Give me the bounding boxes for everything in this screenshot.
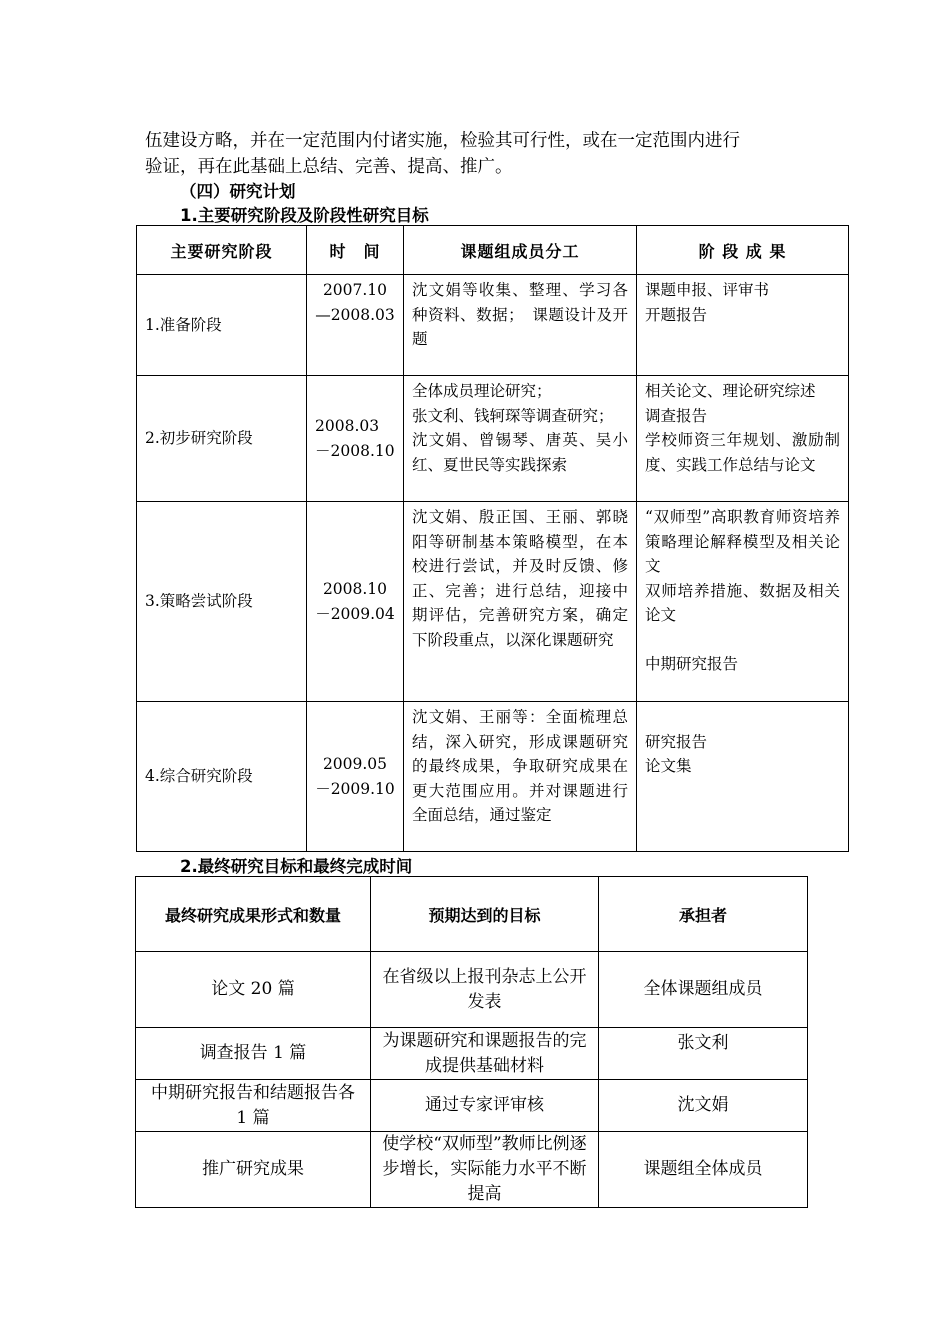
- goal-cell: 通过专家评审核: [371, 1080, 599, 1132]
- research-stage-table: [136, 225, 849, 852]
- goal-cell: 在省级以上报刊杂志上公开发表: [371, 952, 599, 1028]
- time-end: —2008.03: [315, 305, 395, 324]
- table-row: [137, 376, 849, 502]
- work-line: 张文利、钱轲琛等调查研究；: [412, 406, 614, 425]
- table-row: [137, 275, 849, 376]
- form-cell: 推广研究成果: [136, 1132, 371, 1208]
- blank-line: [645, 705, 840, 730]
- col-header-goal: 预期达到的目标: [371, 877, 599, 952]
- stage-cell: 4.综合研究阶段: [137, 702, 307, 852]
- work-cell: 沈文娟等收集、整理、学习各种资料、数据； 课题设计及开题: [404, 275, 637, 376]
- form-cell: 中期研究报告和结题报告各 1 篇: [136, 1080, 371, 1132]
- subsection2-title: 2.最终研究目标和最终完成时间: [180, 857, 413, 876]
- results-cell: [637, 702, 849, 852]
- work-cell: 沈文娟、王丽等：全面梳理总结，深入研究，形成课题研究的最终成果，争取研究成果在更大范围应用。并对课题进行全面总结，通过鉴定: [404, 702, 637, 852]
- col-header-time: 时 间: [307, 226, 404, 275]
- time-start: 2009.05: [322, 755, 388, 773]
- result-line: 调查报告: [645, 406, 708, 425]
- result-line: 学校师资三年规划、激励制度、实践工作总结与论文: [645, 431, 840, 474]
- intro-line: 验证，再在此基础上总结、完善、提高、推广。: [145, 157, 513, 177]
- time-end: －2009.10: [315, 779, 395, 798]
- work-line: 全体成员理论研究；: [412, 382, 552, 400]
- table-header-row: [137, 226, 849, 275]
- time-start: 2007.10: [322, 281, 388, 299]
- results-cell: [637, 275, 849, 376]
- owner-cell: 张文利: [599, 1028, 808, 1080]
- result-line: 中期研究报告: [645, 655, 739, 673]
- final-goal-table: [135, 876, 808, 1208]
- table-row: [136, 1028, 808, 1080]
- table-row: [136, 1132, 808, 1208]
- result-line: 双师培养措施、数据及相关论文: [645, 581, 840, 624]
- col-header-work: 课题组成员分工: [404, 226, 637, 275]
- time-cell: [307, 702, 404, 852]
- owner-cell: 课题组全体成员: [599, 1132, 808, 1208]
- time-start: 2008.03: [315, 417, 380, 435]
- col-header-form: 最终研究成果形式和数量: [136, 877, 371, 952]
- result-line: “双师型”高职教育师资培养策略理论解释模型及相关论文: [645, 508, 840, 575]
- time-end: －2008.10: [315, 441, 395, 460]
- col-header-owner: 承担者: [599, 877, 808, 952]
- owner-cell: 全体课题组成员: [599, 952, 808, 1028]
- result-line: 开题报告: [645, 305, 708, 324]
- time-start: 2008.10: [322, 580, 388, 598]
- subsection1-title: 1.主要研究阶段及阶段性研究目标: [180, 206, 429, 225]
- time-cell: [307, 502, 404, 702]
- table-row: [136, 952, 808, 1028]
- stage-cell: 3.策略尝试阶段: [137, 502, 307, 702]
- col-header-stage: 主要研究阶段: [137, 226, 307, 275]
- time-cell: [307, 275, 404, 376]
- result-line: 相关论文、理论研究综述: [645, 382, 816, 400]
- time-cell: [307, 376, 404, 502]
- table-header-row: [136, 877, 808, 952]
- intro-paragraph: [145, 128, 825, 180]
- stage-cell: 2.初步研究阶段: [137, 376, 307, 502]
- owner-cell: 沈文娟: [599, 1080, 808, 1132]
- goal-cell: 为课题研究和课题报告的完成提供基础材料: [371, 1028, 599, 1080]
- result-line: 论文集: [645, 757, 692, 775]
- form-cell: 调查报告 1 篇: [136, 1028, 371, 1080]
- stage-cell: 1.准备阶段: [137, 275, 307, 376]
- blank-line: [645, 628, 840, 653]
- result-line: 研究报告: [645, 732, 708, 751]
- table-row: [136, 1080, 808, 1132]
- table-row: [137, 502, 849, 702]
- work-cell: [404, 376, 637, 502]
- work-cell: 沈文娟、殷正国、王丽、郭晓阳等研制基本策略模型，在本校进行尝试，并及时反馈、修正、完善；进行总结，迎接中期评估，完善研究方案，确定下阶段重点，以深化课题研究: [404, 502, 637, 702]
- section-title: （四）研究计划: [180, 182, 296, 201]
- table-row: [137, 702, 849, 852]
- work-line: 沈文娟、曾锡琴、唐英、吴小红、夏世民等实践探索: [412, 431, 628, 474]
- results-cell: [637, 502, 849, 702]
- time-end: －2009.04: [315, 604, 395, 623]
- goal-cell: 使学校“双师型”教师比例逐步增长，实际能力水平不断提高: [371, 1132, 599, 1208]
- form-cell: 论文 20 篇: [136, 952, 371, 1028]
- col-header-results: 阶 段 成 果: [637, 226, 849, 275]
- results-cell: [637, 376, 849, 502]
- intro-line: 伍建设方略，并在一定范围内付诸实施，检验其可行性，或在一定范围内进行: [145, 131, 740, 151]
- result-line: 课题申报、评审书: [645, 281, 770, 299]
